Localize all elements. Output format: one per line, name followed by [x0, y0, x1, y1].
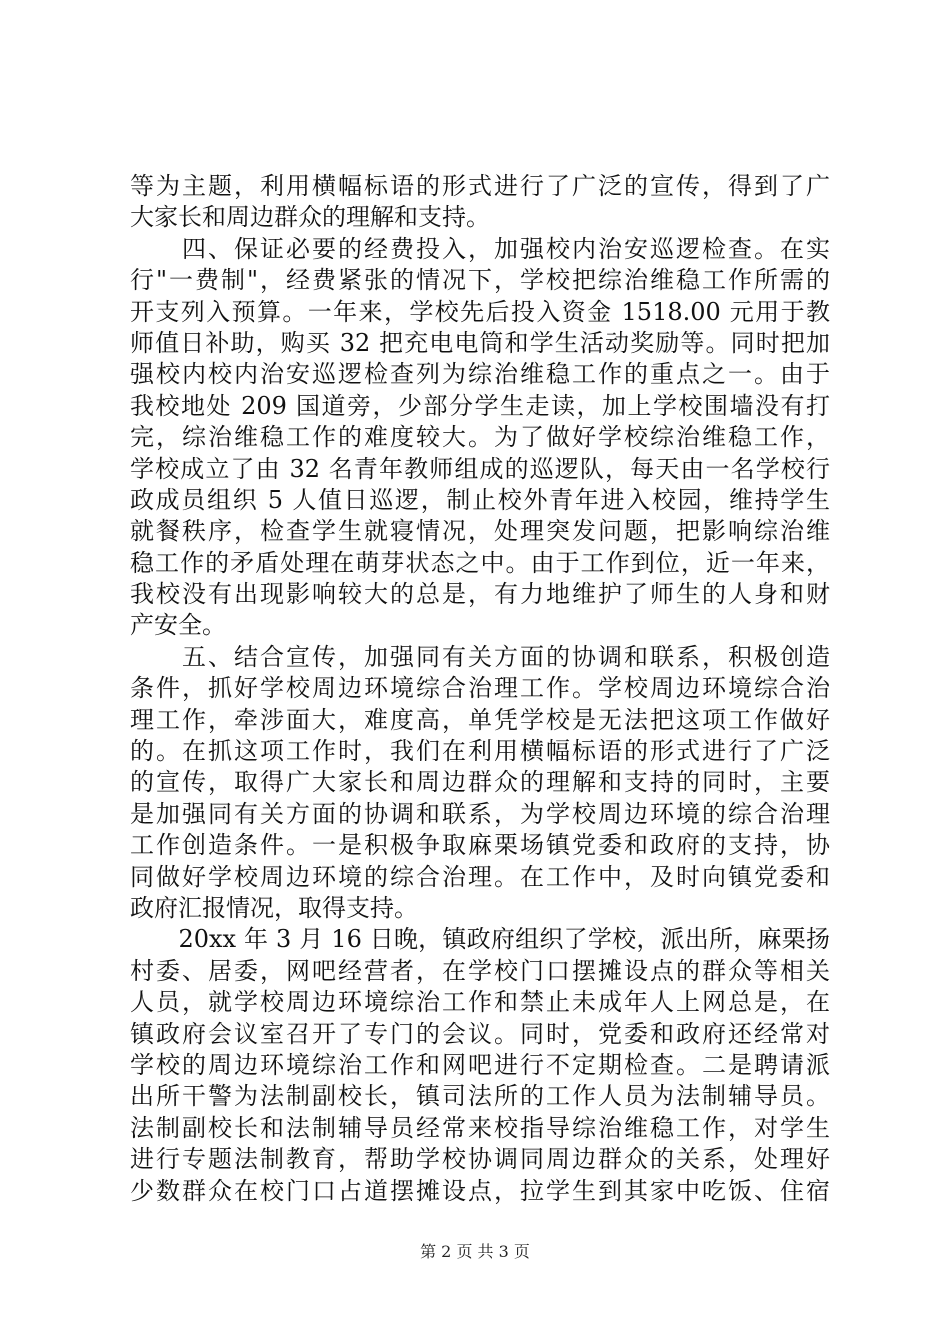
text-line: 条件，抓好学校周边环境综合治理工作。学校周边环境综合治	[130, 674, 830, 703]
text-line: 进行专题法制教育，帮助学校协调同周边群众的关系，处理好	[130, 1145, 830, 1174]
text-line: 开支列入预算。一年来，学校先后投入资金 1518.00 元用于教	[130, 297, 830, 326]
text-line: 的宣传，取得广大家长和周边群众的理解和支持的同时，主要	[130, 768, 830, 797]
text-line: 的。在抓这项工作时，我们在利用横幅标语的形式进行了广泛	[130, 737, 830, 766]
text-line: 等为主题，利用横幅标语的形式进行了广泛的宣传，得到了广	[130, 172, 830, 200]
text-line: 人员，就学校周边环境综治工作和禁止未成年人上网总是，在	[130, 988, 830, 1017]
text-line: 产安全。	[130, 611, 226, 640]
text-line: 强校内校内治安巡逻检查列为综治维稳工作的重点之一。由于	[130, 360, 830, 389]
text-line: 我校地处 209 国道旁，少部分学生走读，加上学校围墙没有打	[130, 391, 830, 420]
text-line: 稳工作的矛盾处理在萌芽状态之中。由于工作到位，近一年来，	[130, 548, 830, 577]
text-line: 工作创造条件。一是积极争取麻栗场镇党委和政府的支持，协	[130, 831, 830, 860]
text-line: 学校成立了由 32 名青年教师组成的巡逻队，每天由一名学校行	[130, 454, 830, 483]
text-line: 法制副校长和法制辅导员经常来校指导综治维稳工作，对学生	[130, 1113, 830, 1142]
text-line: 理工作，牵涉面大，难度高，单凭学校是无法把这项工作做好	[130, 705, 830, 734]
text-line: 就餐秩序，检查学生就寝情况，处理突发问题，把影响综治维	[130, 517, 830, 546]
text-line: 大家长和周边群众的理解和支持。	[130, 203, 490, 232]
text-line: 学校的周边环境综治工作和网吧进行不定期检查。二是聘请派	[130, 1050, 830, 1079]
text-line: 少数群众在校门口占道摆摊设点，拉学生到其家中吃饭、住宿	[130, 1176, 830, 1205]
document-body	[130, 171, 830, 1207]
text-line: 出所干警为法制副校长，镇司法所的工作人员为法制辅导员。	[130, 1082, 830, 1111]
text-line: 政成员组织 5 人值日巡逻，制止校外青年进入校园，维持学生	[130, 485, 830, 514]
text-line: 五、结合宣传，加强同有关方面的协调和联系，积极创造	[130, 642, 830, 671]
text-line: 四、保证必要的经费投入，加强校内治安巡逻检查。在实	[130, 234, 830, 263]
text-line: 师值日补助，购买 32 把充电电筒和学生活动奖励等。同时把加	[130, 328, 830, 357]
text-line: 村委、居委，网吧经营者，在学校门口摆摊设点的群众等相关	[130, 956, 830, 985]
text-line: 行"一费制"，经费紧张的情况下，学校把综治维稳工作所需的	[130, 266, 830, 295]
text-line: 同做好学校周边环境的综合治理。在工作中，及时向镇党委和	[130, 862, 830, 891]
text-line: 镇政府会议室召开了专门的会议。同时，党委和政府还经常对	[130, 1019, 830, 1048]
text-line: 20xx 年 3 月 16 日晚，镇政府组织了学校，派出所，麻栗扬	[130, 925, 830, 954]
text-line: 完，综治维稳工作的难度较大。为了做好学校综治维稳工作，	[130, 423, 830, 452]
page-number-footer: 第 2 页 共 3 页	[420, 1242, 530, 1261]
text-line: 我校没有出现影响较大的总是，有力地维护了师生的人身和财	[130, 580, 830, 609]
text-line: 政府汇报情况，取得支持。	[130, 893, 418, 922]
text-line: 是加强同有关方面的协调和联系，为学校周边环境的综合治理	[130, 799, 830, 828]
